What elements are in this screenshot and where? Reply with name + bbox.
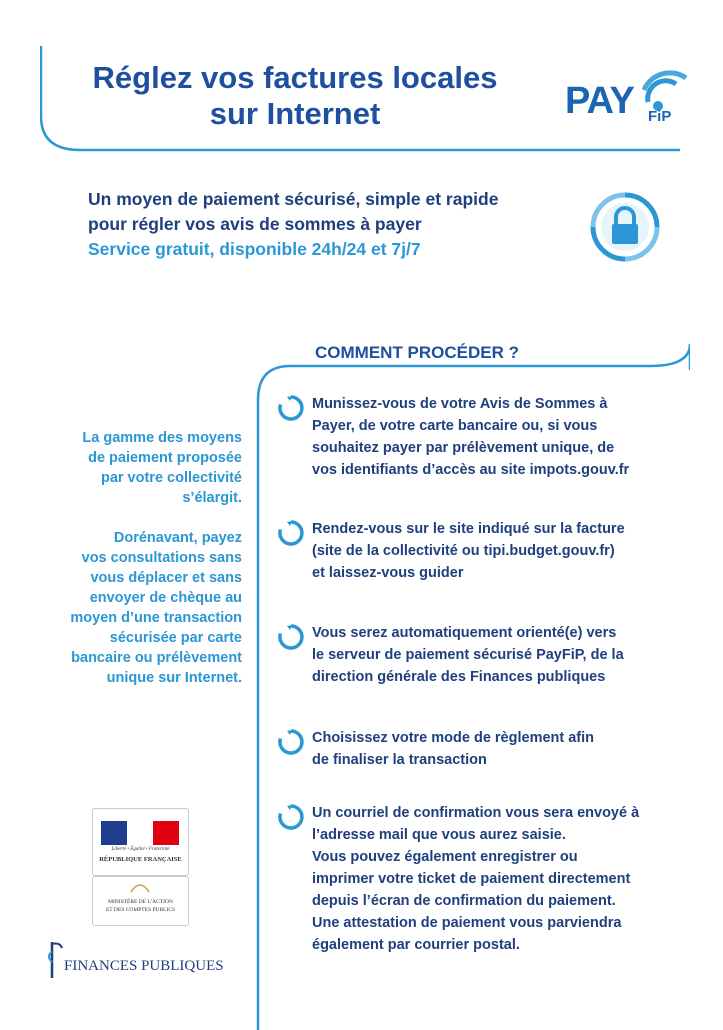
howto-title: COMMENT PROCÉDER ? bbox=[315, 343, 519, 362]
step-4 bbox=[278, 727, 698, 775]
payfip-logo bbox=[560, 66, 690, 136]
sidebar-line: s’élargit. bbox=[182, 490, 242, 506]
page-title bbox=[60, 60, 530, 132]
step-line: Choisissez votre mode de règlement afin bbox=[312, 730, 595, 746]
title-line-1: Réglez vos factures locales bbox=[92, 60, 498, 95]
marianne-name: RÉPUBLIQUE FRANÇAISE bbox=[99, 856, 182, 863]
sidebar-line: de paiement proposée bbox=[88, 450, 242, 466]
intro-line-3: Service gratuit, disponible 24h/24 et 7j/7 bbox=[88, 239, 421, 259]
logo-fip: FiP bbox=[648, 108, 672, 125]
step-line: le serveur de paiement sécurisé PayFiP, de la bbox=[312, 647, 624, 663]
sidebar-line: envoyer de chèque au bbox=[89, 590, 242, 606]
marianne-logo bbox=[92, 808, 189, 876]
step-line: Vous serez automatiquement orienté(e) vers bbox=[312, 625, 617, 641]
step-line: vos identifiants d’accès au site impots.gouv.fr bbox=[312, 462, 630, 478]
step-line: Rendez-vous sur le site indiqué sur la facture bbox=[312, 521, 625, 537]
intro bbox=[88, 187, 558, 262]
sidebar-para-1 bbox=[30, 428, 242, 508]
step-text bbox=[312, 393, 697, 481]
refresh-circle-icon bbox=[278, 624, 304, 650]
step-line: Un courriel de confirmation vous sera envoyé à bbox=[312, 805, 640, 821]
fp-emblem-icon bbox=[42, 940, 64, 980]
step-1 bbox=[278, 393, 698, 489]
sidebar-line: vos consultations sans bbox=[81, 550, 242, 566]
step-line: direction générale des Finances publiques bbox=[312, 669, 606, 685]
sidebar-line: unique sur Internet. bbox=[106, 670, 242, 686]
step-text bbox=[312, 727, 697, 771]
step-text bbox=[312, 518, 697, 584]
sidebar-line: vous déplacer et sans bbox=[90, 570, 242, 586]
refresh-circle-icon bbox=[278, 729, 304, 755]
step-line: Munissez-vous de votre Avis de Sommes à bbox=[312, 396, 608, 412]
step-line: l’adresse mail que vous aurez saisie. bbox=[312, 827, 566, 843]
step-line: et laissez-vous guider bbox=[312, 565, 464, 581]
step-line: depuis l’écran de confirmation du paiement. bbox=[312, 893, 616, 909]
sidebar-line: moyen d’une transaction bbox=[70, 610, 242, 626]
step-text bbox=[312, 622, 697, 688]
wifi-icon bbox=[642, 66, 690, 112]
ministere-emblem-icon bbox=[130, 881, 150, 893]
finances-publiques-text: FINANCES PUBLIQUES bbox=[64, 958, 224, 974]
step-3 bbox=[278, 622, 698, 692]
title-line-2: sur Internet bbox=[209, 96, 381, 131]
refresh-circle-icon bbox=[278, 520, 304, 546]
sidebar-para-2 bbox=[30, 528, 242, 688]
flag-icon bbox=[101, 821, 179, 845]
step-line: Une attestation de paiement vous parviendra bbox=[312, 915, 622, 931]
lock-icon bbox=[588, 190, 662, 264]
sidebar-line: par votre collectivité bbox=[100, 470, 242, 486]
logo-pay: PAY bbox=[565, 80, 634, 122]
sidebar-line: Dorénavant, payez bbox=[113, 530, 242, 546]
step-line: de finaliser la transaction bbox=[312, 752, 487, 768]
step-2 bbox=[278, 518, 698, 588]
refresh-circle-icon bbox=[278, 804, 304, 830]
step-line: Vous pouvez également enregistrer ou bbox=[312, 849, 578, 865]
refresh-circle-icon bbox=[278, 395, 304, 421]
sidebar-line: bancaire ou prélèvement bbox=[71, 650, 242, 666]
step-5 bbox=[278, 802, 698, 962]
step-text bbox=[312, 802, 697, 956]
step-line: également par courrier postal. bbox=[312, 937, 520, 953]
sidebar-line: sécurisée par carte bbox=[109, 630, 242, 646]
step-line: (site de la collectivité ou tipi.budget.gouv.fr) bbox=[312, 543, 615, 559]
step-line: imprimer votre ticket de paiement directement bbox=[312, 871, 631, 887]
step-line: Payer, de votre carte bancaire ou, si vous bbox=[312, 418, 598, 434]
step-line: souhaitez payer par prélèvement unique, de bbox=[312, 440, 615, 456]
sidebar-text bbox=[30, 428, 242, 708]
intro-line-2: pour régler vos avis de sommes à payer bbox=[88, 214, 422, 234]
ministere-line-2: ET DES COMPTES PUBLICS bbox=[105, 907, 176, 913]
marianne-motto: Liberté • Égalité • Fraternité bbox=[111, 847, 170, 852]
intro-line-1: Un moyen de paiement sécurisé, simple et rapide bbox=[88, 189, 499, 209]
sidebar-line: La gamme des moyens bbox=[82, 430, 242, 446]
ministere-logo bbox=[92, 876, 189, 926]
ministere-line-1: MINISTÈRE DE L’ACTION bbox=[108, 899, 173, 905]
